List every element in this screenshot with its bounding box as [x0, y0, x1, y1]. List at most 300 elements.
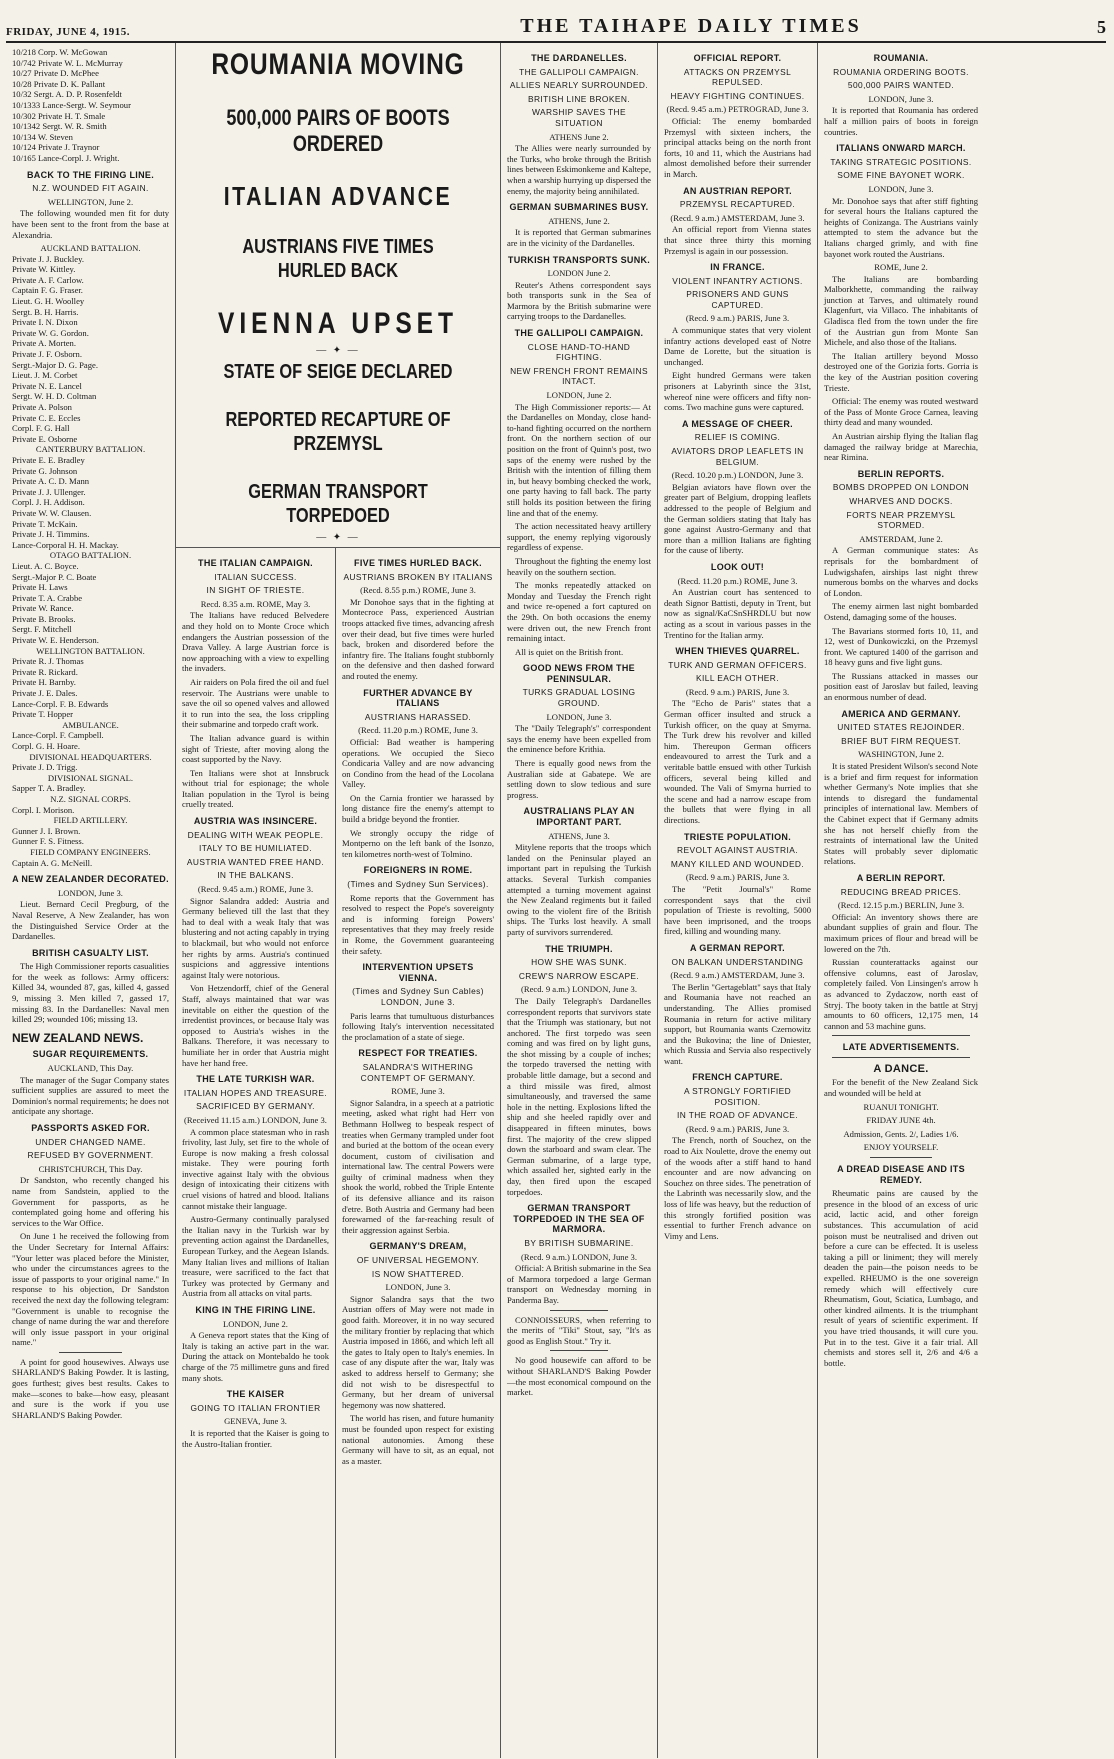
article-text: Lieut. Bernard Cecil Pregburg, of the Naval Reserve, A New Zealander, has won the Distinguished Service Order at the Dardanelles.	[12, 899, 169, 942]
article-text: The action necessitated heavy artillery support, the enemy replying vigorously regardless of expense.	[507, 521, 651, 553]
roll-entry: FIELD ARTILLERY.	[53, 815, 128, 826]
article-subheading: REFUSED BY GOVERNMENT.	[27, 1150, 154, 1161]
article-heading: KING IN THE FIRING LINE.	[195, 1305, 316, 1315]
article-text: Official: A British submarine in the Sea of Marmora torpedoed a large German transport on Wednesday morning in Panderma Bay.	[507, 1263, 651, 1305]
article-subheading: OF UNIVERSAL HEGEMONY.	[356, 1255, 480, 1266]
roll-entry: 10/218 Corp. W. McGowan	[12, 47, 108, 57]
article-text: The High Commissioner reports:— At the Dardanelles on Monday, close hand-to-hand fighting occurred on the northern front. On the northern section of our position on the front of Quinn's post, two saps of the enemy were rushed by the British with the intention of filling them in, but heavy bombing checked the work, one party having to fall back. The party still holds its position between the firing line and that of the enemy.	[507, 401, 651, 518]
roll-entry: Private W. G. Gordon.	[12, 327, 89, 338]
roll-entry: AUCKLAND BATTALION.	[40, 243, 141, 254]
roll-entry: Private W. Kittley.	[12, 264, 76, 275]
dateline: LONDON, June 2.	[546, 390, 612, 401]
article-text: The Daily Telegraph's Dardanelles correspondent reports that survivors state that the Triumph was stationary, but not anchored. The first torpedo was seen coming and was fired on by light guns, the shot missing by a couple of inches; the torpedo traversed the netting with probable little damage, but a second and a third missile was fired, almost simultaneously, and traversed the same hole in the netting. Explosions lifted the ship and she heeled rapidly over and disappeared in fifteen minutes, bows first. The majority of the crew slipped down the starboard and swam clear. The German submarine, of a large type, which assailed her, sighted early in the day, then fired upon the escaped torpedoes.	[507, 995, 651, 1197]
roll-entry: Private R. J. Thomas	[12, 656, 84, 667]
article-subheading: TURK AND GERMAN OFFICERS.	[668, 659, 807, 670]
article-subheading: HOW SHE WAS SUNK.	[531, 957, 627, 968]
headline: STATE OF SEIGE DECLARED	[223, 361, 453, 383]
roll-entry: 10/124 Private J. Traynor	[12, 142, 100, 153]
roll-entry: Private H. Barnby.	[12, 677, 76, 688]
roll-entry: Sergt.-Major P. C. Boate	[12, 571, 97, 582]
roll-entry: 10/32 Sergt. A. D. P. Rosenfeldt	[12, 89, 122, 100]
column-5	[658, 43, 818, 1758]
article-text: The Italian artillery beyond Mosso destroyed one of the Gorizia forts. Gorria is the key of the Austrian position covering Trieste.	[824, 350, 978, 393]
roll-entry: Private I. N. Dixon	[12, 317, 78, 328]
article-heading: A GERMAN REPORT.	[690, 942, 785, 953]
dateline: AMSTERDAM, June 2.	[859, 533, 943, 544]
roll-entry: Private J. H. Timmins.	[12, 529, 90, 540]
article-text: Paris learns that tumultuous disturbances following Italy's intervention necessitated the proclamation of a state of siege.	[342, 1010, 494, 1042]
column-2	[176, 547, 336, 1758]
article-heading: GOOD NEWS FROM THE PENINSULAR.	[523, 663, 635, 684]
article-text: The "Petit Journal's" Rome correspondent says that the civil population of Trieste is revolting, 5000 have been imprisoned, and the troops fired, killing and wounding many.	[664, 883, 811, 937]
roll-entry: Private J. E. Dales.	[12, 688, 78, 699]
roll-entry: Private A. C. D. Mann	[12, 476, 90, 487]
article-heading: TURKISH TRANSPORTS SUNK.	[507, 254, 651, 265]
article-subheading: FORTS NEAR PRZEMYSL STORMED.	[846, 509, 956, 531]
roll-entry: Private J. J. Ullenger.	[12, 486, 86, 497]
article-subheading: AVIATORS DROP LEAFLETS IN BELGIUM.	[671, 446, 804, 467]
roll-entry: WELLINGTON BATTALION.	[36, 645, 145, 656]
article-text: An Austrian airship flying the Italian flag damaged the railway bridge at Marechia, near Rimina.	[824, 431, 978, 463]
article-heading: THE GALLIPOLI CAMPAIGN.	[514, 328, 644, 339]
article-subheading: RELIEF IS COMING.	[694, 432, 781, 443]
article-subheading: PRZEMYSL RECAPTURED.	[679, 199, 796, 210]
roll-entry: Lieut. G. H. Woolley	[12, 296, 85, 307]
dateline: (Recd. 9 a.m.) PARIS, June 3.	[685, 313, 790, 324]
column-1	[6, 43, 176, 1758]
article-text: Reuter's Athens correspondent says both transports sunk in the Sea of Marmora by the British submarine were carrying troops to the Dardanelles.	[507, 279, 651, 322]
roll-entry: Captain A. G. McNeill.	[12, 857, 93, 868]
dateline: (Recd. 12.15 p.m.) BERLIN, June 3.	[837, 900, 965, 911]
roll-entry: Private N. E. Lancel	[12, 380, 82, 391]
roll-entry: DIVISIONAL SIGNAL.	[47, 772, 134, 783]
article-text: Official: The enemy was routed westward of the Pass of Monte Groce Carnea, leaving thirty dead and many wounded.	[824, 396, 978, 428]
article-text: On June 1 he received the following from the Under Secretary for Internal Affairs: "Your letter was placed before the Minister, who under the circumstances agrees to the issue of passports to your original name." In response to his objection, Dr Sandston received the next day the following telegram: "Government is unable to recognise the change of name during the war and therefore will only issue passport in your original name."	[12, 1231, 169, 1348]
article-subheading: N.Z. WOUNDED FIT AGAIN.	[32, 183, 149, 194]
article-subheading: GOING TO ITALIAN FRONTIER	[190, 1402, 321, 1413]
advertisement-text: CONNOISSEURS, when referring to the merits of "Tiki" Stout, say, "It's as good as English Stout." Try it.	[507, 1314, 651, 1346]
article-heading: THE KAISER	[226, 1389, 285, 1400]
article-heading: FURTHER ADVANCE BY ITALIANS	[363, 687, 473, 709]
article-subheading: UNDER CHANGED NAME.	[35, 1136, 146, 1147]
dateline: (Recd. 9 a.m.) PARIS, June 3.	[685, 872, 790, 883]
article-subheading: THE GALLIPOLI CAMPAIGN.	[519, 66, 639, 77]
article-text: An official report from Vienna states that since three thirty this morning Przemysl is again in our possession.	[664, 224, 811, 256]
article-subheading: ROUMANIA ORDERING BOOTS.	[833, 66, 969, 77]
article-subheading: TURKS GRADUAL LOSING GROUND.	[522, 687, 636, 709]
article-heading: THE TRIUMPH.	[545, 943, 613, 954]
article-heading: A NEW ZEALANDER DECORATED.	[12, 874, 169, 885]
article-text: The Russians attacked in masses our position east of Jaroslav but failed, leaving an enormous number of dead.	[824, 670, 978, 703]
article-heading: FOREIGNERS IN ROME.	[363, 865, 473, 876]
issue-date: FRIDAY, JUNE 4, 1915.	[6, 26, 130, 38]
roll-entry: Gunner J. I. Brown.	[12, 825, 81, 836]
article-heading: WHEN THIEVES QUARREL.	[675, 646, 800, 657]
article-heading: INTERVENTION UPSETS VIENNA.	[362, 962, 474, 983]
roll-entry: Private E. E. Bradley	[12, 454, 85, 465]
advertisement-text: For the benefit of the New Zealand Sick and wounded will be held at	[824, 1077, 978, 1099]
roll-entry: Private J. F. Osborn.	[12, 349, 82, 360]
roll-entry: Private R. Rickard.	[12, 666, 78, 677]
article-text: The "Echo de Paris" states that a German officer insulted and struck a Turkish officer, on the quay at Smyrna. The Turk drew his revolver and killed him. Thereupon German officers endeavoured to arrest the Turk and a veritable battle ensued with other Turkish officers, several being killed and wounded. The Vali of Smyrna hurried to the scene and had a narrow escape from the bullets that were flying in all directions.	[664, 698, 811, 825]
headline: REPORTED RECAPTURE OF PRZEMYSL	[225, 409, 451, 455]
article-subheading: SACRIFICED BY GERMANY.	[196, 1101, 315, 1112]
dateline: ATHENS June 2.	[549, 131, 609, 142]
article-subheading: DEALING WITH WEAK PEOPLE.	[187, 829, 324, 840]
dateline: (Recd. 9 a.m.) AMSTERDAM, June 3.	[670, 970, 805, 981]
roll-entry: 10/742 Private W. L. McMurray	[12, 57, 123, 68]
roll-entry: Private J. J. Buckley.	[12, 253, 85, 264]
article-heading: THE DARDANELLES.	[531, 53, 627, 63]
roll-entry: 10/302 Private H. T. Smale	[12, 110, 106, 121]
article-text: Eight hundred Germans were taken prisoners at Labyrinth since the 31st, whereof nine were officers and fifty non-coms. Two machine guns were captured.	[664, 370, 811, 413]
article-subheading: WHARVES AND DOCKS.	[849, 495, 953, 506]
article-subheading: AUSTRIANS BROKEN BY ITALIANS	[343, 571, 493, 582]
article-subheading: A STRONGLY FORTIFIED POSITION.	[683, 1086, 792, 1107]
page-number: 5	[1097, 17, 1106, 37]
article-heading: A MESSAGE OF CHEER.	[682, 418, 793, 429]
dateline: (Recd. 9.45 a.m.) ROME, June 3.	[197, 884, 314, 895]
roll-entry: 10/165 Lance-Corpl. J. Wright.	[12, 152, 120, 163]
roll-entry: Corpl. I. Morison.	[12, 804, 75, 815]
column-6	[818, 43, 984, 1758]
roll-entry: Private T. A. Crabbe	[12, 592, 83, 603]
article-heading: IN FRANCE.	[710, 262, 765, 273]
dateline: WASHINGTON, June 2.	[858, 749, 944, 760]
dateline: ROME, June 3.	[391, 1086, 445, 1097]
article-text: Air raiders on Pola fired the oil and fuel reservoir. The Austrians were unable to save the oil so opened valves and allowed it to run into the sea, the loss crippling their submarine and torpedo craft work.	[182, 676, 329, 730]
roll-entry: Lieut. J. M. Corbet	[12, 370, 78, 381]
headline: ITALIAN ADVANCE	[223, 181, 453, 211]
article-heading: BACK TO THE FIRING LINE.	[26, 169, 155, 180]
article-subheading: IN THE ROAD OF ADVANCE.	[676, 1110, 799, 1121]
newspaper-title: THE TAIHAPE DAILY TIMES	[520, 15, 862, 37]
roll-entry: Private H. Laws	[12, 582, 68, 593]
article-text: Official: An inventory shows there are abundant supplies of grain and flour. The maximum prices of flour and bread will be lowered on the 7th.	[824, 911, 978, 954]
advertisement-heading: A DREAD DISEASE AND ITS REMEDY.	[837, 1164, 965, 1185]
headline-block	[176, 43, 500, 1758]
dateline: WELLINGTON, June 2.	[47, 196, 134, 207]
article-text: An Austrian court has sentenced to death Signor Battisti, deputy in Trent, but now as signal/KaCSnSHRDLU but now acting as a scout in various passes in the Trentino for the Italian army.	[664, 587, 811, 640]
article-text: Rome reports that the Government has resolved to respect the Pope's sovereignty and is informing foreign Powers' representatives that they may freely reside in Rome, the Government guaranteeing their safety.	[342, 892, 494, 956]
columns	[6, 43, 1106, 1758]
article-subheading: SALANDRA'S WITHERING CONTEMPT OF GERMANY.	[360, 1061, 476, 1083]
roll-entry: 10/134 W. Steven	[12, 131, 73, 142]
article-subheading: IN SIGHT OF TRIESTE.	[206, 585, 305, 596]
dateline: AUCKLAND, This Day.	[47, 1063, 134, 1074]
article-text: The Italians have reduced Belvedere and they hold on to Monte Croce which endangers the Austrian possession of the Drava Valley. A large Austrian force is now approaching with a view to expelling the invaders.	[182, 610, 329, 674]
wounded-roll	[12, 243, 169, 868]
article-text: The world has risen, and future humanity must be founded upon respect for existing national autonomies. Among these Germany will have to sit, as an equal, not as a master.	[342, 1413, 494, 1466]
dateline: LONDON, June 3.	[868, 183, 934, 194]
article-text: The Allies were nearly surrounded by the Turks, who broke through the British lines between Eskimonkeme and Kaltepe, when a warship hurrying up dispersed the enemy, the majority being annihilated.	[507, 143, 651, 196]
dateline: ROME, June 2.	[874, 262, 928, 273]
dateline: (Received 11.15 a.m.) LONDON, June 3.	[184, 1114, 327, 1125]
divider	[550, 1310, 608, 1311]
dateline: LONDON, June 3.	[58, 887, 123, 898]
article-subheading: BRIEF BUT FIRM REQUEST.	[841, 735, 961, 746]
roll-entry: Sergt. W. H. D. Coltman	[12, 391, 97, 402]
article-heading: A BERLIN REPORT.	[856, 872, 946, 883]
section-heading: LATE ADVERTISEMENTS.	[842, 1042, 960, 1053]
roll-entry: OTAGO BATTALION.	[49, 550, 132, 561]
article-subheading: ATTACKS ON PRZEMYSL REPULSED.	[683, 66, 792, 88]
headline: ROUMANIA MOVING	[211, 48, 465, 81]
article-heading: AMERICA AND GERMANY.	[841, 708, 961, 719]
advertisement-heading: A DANCE.	[873, 1062, 929, 1075]
article-text: The High Commissioner reports casualities for the week as follows: Army officers: Killed 34, wounded 87, gas, killed 4, gassed 9, missing 3. Men killed 7, gassed 17, missing 83. In the Dardanelles: Naval men killed 29; wounded 106; missing 13.	[12, 961, 169, 1025]
article-subheading: KILL EACH OTHER.	[696, 673, 779, 684]
article-heading: OFFICIAL REPORT.	[693, 53, 782, 63]
article-subheading: REDUCING BREAD PRICES.	[840, 886, 962, 897]
article-text: Official: Bad weather is hampering operations. We occupied the Sieco Condicaria Valley and are now advancing on Condino from the head of the Locolana Valley.	[342, 736, 494, 790]
roll-entry: Corpl. J. H. Addison.	[12, 497, 85, 508]
roll-entry: Captain F. G. Fraser.	[12, 285, 83, 296]
roll-entry: Lieut. A. C. Boyce.	[12, 560, 79, 571]
article-heading: FIVE TIMES HURLED BACK.	[354, 558, 482, 568]
roll-entry: CANTERBURY BATTALION.	[35, 444, 146, 455]
article-heading: ITALIANS ONWARD MARCH.	[836, 143, 966, 154]
article-text: It is stated President Wilson's second Note is a brief and firm request for information whether Germany's Note implies that she intends to disregard the fundamental principles of international law. Members of the Cabinet expect that if Germany admits she has not herself chiefly from the restraints of international law the United States will probably sever diplomatic relations.	[824, 761, 978, 867]
article-subheading: CLOSE HAND-TO-HAND FIGHTING.	[527, 341, 631, 363]
article-subheading: ON BALKAN UNDERSTANDING	[671, 956, 804, 967]
dateline: (Recd. 9 a.m.) PARIS, June 3.	[685, 686, 790, 697]
advertisement-text: RUANUI TONIGHT.	[863, 1101, 939, 1112]
roll-entry: Sapper T. A. Bradley.	[12, 783, 86, 794]
roll-top	[12, 47, 169, 164]
article-text: The Bavarians stormed forts 10, 11, and 12, west of Dunkowiczki, on the Przemysl front. We captured 1400 of the garrison and 18 heavy guns and five light guns.	[824, 625, 978, 668]
article-heading: AUSTRALIANS PLAY AN IMPORTANT PART.	[523, 806, 635, 827]
article-heading: THE LATE TURKISH WAR.	[196, 1074, 315, 1085]
masthead	[6, 4, 1106, 43]
roll-entry: Private E. Osborne	[12, 433, 78, 444]
roll-entry: 10/28 Private D. K. Pallant	[12, 78, 106, 89]
article-text: Official: The enemy bombarded Przemysl with sixteen inchers, the principal attacks being on the north front forts, 10 and 11, which the Austrians had almost demolished before their surrender in March.	[664, 115, 811, 179]
article-text: The following wounded men fit for duty have been sent to the front from the base at Alexandria.	[12, 208, 169, 240]
article-text: Mr Donohoe says that in the fighting at Montecroce Pass, experienced Austrian troops attacked five times, advancing afresh over their dead, but five times were hurled back, broken and disordered before the infantry fire. The Italians fought stubbornly on the defensive and then dashed forward and routed the enemy.	[342, 596, 494, 681]
article-heading: GERMAN TRANSPORT TORPEDOED IN THE SEA OF MARMORA.	[513, 1203, 645, 1235]
article-text: Russian counterattacks against our offensive columns, east of Jaroslav, completely failed. Von Linsingen's arrow h as advanced to Zydaczow, north east of Stryj. The booty taken in the battle at Stryj amounts to 60 officers, 12,175 men, 14 cannon and 53 machine guns.	[824, 957, 978, 1031]
article-subheading: ALLIES NEARLY SURROUNDED.	[509, 80, 649, 91]
dateline: (Recd. 9 a.m.) AMSTERDAM, June 3.	[670, 212, 805, 223]
article-subheading: WARSHIP SAVES THE SITUATION	[532, 107, 626, 128]
article-heading: FRENCH CAPTURE.	[692, 1072, 783, 1083]
divider	[870, 1157, 932, 1158]
article-heading: THE ITALIAN CAMPAIGN.	[198, 558, 313, 568]
article-text: The Italian advance guard is within sight of Trieste, after moving along the coast supported by the Navy.	[182, 732, 329, 765]
dateline: LONDON June 2.	[547, 268, 611, 279]
article-text: A Geneva report states that the King of Italy is taking an active part in the war. During the attack on Montebaldo he took charge of the 75 millimetre guns and fired many shots.	[182, 1330, 329, 1383]
article-subheading: BRITISH LINE BROKEN.	[527, 93, 630, 104]
article-text: On the Carnia frontier we harassed by long distance fire the enemy's attempt to build a bridge beyond the frontier.	[342, 792, 494, 825]
roll-entry: Lance-Corporal H. H. Mackay.	[12, 539, 119, 550]
article-subheading: HEAVY FIGHTING CONTINUES.	[670, 90, 805, 101]
dateline: GENEVA, June 3.	[224, 1416, 287, 1427]
dateline: (Recd. 9 a.m.) LONDON, June 3.	[521, 1251, 637, 1262]
dateline: (Recd. 9.45 a.m.) PETROGRAD, June 3.	[666, 104, 809, 115]
divider	[832, 1057, 971, 1058]
article-heading: GERMAN SUBMARINES BUSY.	[509, 202, 649, 213]
roll-entry: Sergt. F. Mitchell	[12, 624, 72, 635]
dateline: (Recd. 9 a.m.) PARIS, June 3.	[685, 1123, 790, 1134]
article-text: Von Hetzendorff, chief of the General Staff, always maintained that war was inevitable on either the question of the irredentist provinces, or because Italy was opposed to Austria's wishes in the Balkans. Therefore, it was necessary to humiliate her in order that Austria might have her hand free.	[182, 983, 329, 1068]
article-text: A common place statesman who in rash frivolity, last July, set fire to the whole of Europe is now making a fresh colossal mistake. They were pouring forth invective against Italy with the obvious design of intoxicating their citizens with cruel visions of hatred and blood. Italians cannot mistake their language.	[182, 1126, 329, 1211]
article-text: The "Daily Telegraph's" correspondent says the enemy have been expelled from the eminence before Krithia.	[507, 723, 651, 755]
article-text: A communique states that very violent infantry actions developed east of Notre Dame de Lorette, but the situation is unchanged.	[664, 325, 811, 367]
article-text: All is quiet on the British front.	[515, 646, 624, 657]
lower-columns	[176, 547, 500, 1758]
article-text: The enemy airmen last night bombarded Ostend, damaging some of the houses.	[824, 601, 978, 622]
article-text: Signor Salandra says that the two Austrian offers of May were not made in good faith. Moreover, it in no way secured the military frontier by replacing that which Austria imposed in 1866, and which left all the gates to Italy open to Italy's enemies. In case of any dispute after the war, Italy was asked to address herself to Germany; she did not wish to be disrespectful to Germany, but her dream of universal hegemony was now shattered.	[342, 1293, 494, 1410]
advertisement-text: ENJOY YOURSELF.	[863, 1142, 939, 1153]
article-text: Mr. Donohoe says that after stiff fighting for several hours the Italians captured the heights of Conizanga. The Austrians vainly attempted to stem the advance but the Italians charged grimly, and with fine bayonet work routed the Austrians.	[824, 195, 978, 259]
article-subheading: SOME FINE BAYONET WORK.	[837, 170, 965, 181]
article-subheading: VIOLENT INFANTRY ACTIONS.	[672, 275, 803, 286]
article-subheading: 500,000 PAIRS WANTED.	[847, 80, 955, 91]
article-heading: GERMANY'S DREAM,	[369, 1241, 467, 1252]
roll-entry: Private A. Polson	[12, 402, 72, 412]
roll-entry: Sergt.-Major D. G. Page.	[12, 359, 99, 370]
article-text: Belgian aviators have flown over the greater part of Belgium, dropping leaflets addressed to the people of Belgium and the German soldiers stating that Italy has gone against Austro-Germany and that more than a million Italians are fighting for the cause of liberty.	[664, 481, 811, 556]
article-heading: TRIESTE POPULATION.	[683, 831, 792, 842]
headline: VIENNA UPSET	[218, 307, 458, 340]
divider	[832, 1035, 971, 1036]
roll-entry: AMBULANCE.	[62, 719, 119, 730]
roll-entry: Private B. Brooks.	[12, 613, 76, 624]
divider	[550, 1350, 608, 1351]
article-text: The monks repeatedly attacked on Monday and Tuesday the French right and twice re-opened a fort captured on the 29th. On both occasions the enemy were driven out, the new French front remaining intact.	[507, 580, 651, 644]
article-heading: AUSTRIA WAS INSINCERE.	[193, 816, 318, 827]
roll-entry: Private W. Rance.	[12, 603, 74, 614]
article-subheading: NEW FRENCH FRONT REMAINS INTACT.	[510, 365, 648, 387]
dateline: (Recd. 10.20 p.m.) LONDON, June 3.	[671, 470, 804, 481]
article-heading: RESPECT FOR TREATIES.	[358, 1048, 478, 1059]
roll-entry: Corpl. F. G. Hall	[12, 423, 70, 434]
article-subheading: IS NOW SHATTERED.	[371, 1268, 465, 1279]
headline: AUSTRIANS FIVE TIMES HURLED BACK	[242, 236, 434, 282]
article-text: It is reported that the Kaiser is going to the Austro-Italian frontier.	[182, 1427, 329, 1449]
dateline: (Recd. 9 a.m.) LONDON, June 3.	[521, 984, 637, 995]
article-text: The manager of the Sugar Company states sufficient supplies are assured to meet the Dominion's normal requirements; he does not anticipate any shortage.	[12, 1074, 169, 1117]
dateline: LONDON, June 3.	[868, 93, 934, 104]
article-text: The French, north of Souchez, on the road to Aix Noulette, drove the enemy out of the woods after a stiff hand to hand encounter and are now advancing on Souchez on three sides. The penetration of the Labrinth was necessarily slow, and the loss of life was heavy, but the reduction of this strongly fortified position was essential to further French advance on Vimy and Lens.	[664, 1135, 811, 1241]
roll-entry: FIELD COMPANY ENGINEERS.	[30, 846, 151, 857]
article-heading: BRITISH CASUALTY LIST.	[32, 947, 149, 958]
dateline: ATHENS, June 3.	[548, 830, 610, 841]
article-subheading: BY BRITISH SUBMARINE.	[524, 1237, 634, 1248]
article-subheading: (Times and Sydney Sun Services).	[347, 879, 489, 890]
article-subheading: TAKING STRATEGIC POSITIONS.	[830, 156, 972, 167]
article-heading: LOOK OUT!	[710, 561, 765, 572]
roll-entry: N.Z. SIGNAL CORPS.	[50, 793, 131, 804]
article-text: A German communique states: As reprisals for the bombardment of Ludwigshafen, airships last night threw numerous bombs on the wharves and docks of London.	[824, 545, 978, 598]
roll-entry: 10/27 Private D. McPhee	[12, 68, 99, 79]
advertisement-text: Admission, Gents. 2/, Ladies 1/6.	[843, 1128, 959, 1139]
article-subheading: (Times and Sydney Sun Cables) LONDON, June 3.	[352, 986, 484, 1007]
roll-entry: Sergt. B. H. Harris.	[12, 306, 79, 317]
article-text: The Italians are bombarding Malborkhette, commanding the railway junction at Tarves, and ultimately round Klagenfurt, via Villaco. The inhabitants of Gladisca fled from the town under the fire of the Austrian gun from Monte San Michele, and also those of the Italians.	[824, 273, 978, 348]
article-heading: PASSPORTS ASKED FOR.	[31, 1123, 150, 1133]
roll-entry: 10/1333 Lance-Sergt. W. Seymour	[12, 99, 131, 110]
roll-entry: Private T. Hopper	[12, 709, 74, 720]
article-subheading: REVOLT AGAINST AUSTRIA.	[677, 845, 798, 856]
roll-entry: DIVISIONAL HEADQUARTERS.	[29, 751, 152, 762]
banner-headlines	[176, 43, 500, 547]
article-subheading: PRISONERS AND GUNS CAPTURED.	[686, 289, 789, 310]
dateline: (Recd. 11.20 p.m.) ROME, June 3.	[358, 725, 478, 736]
column-4	[500, 43, 658, 1758]
article-heading: BERLIN REPORTS.	[857, 468, 945, 479]
article-subheading: BOMBS DROPPED ON LONDON	[832, 482, 970, 493]
article-heading: SUGAR REQUIREMENTS.	[32, 1049, 149, 1060]
dateline: Recd. 8.35 a.m. ROME, May 3.	[200, 598, 311, 609]
roll-entry: Corpl. G. H. Hoare.	[12, 741, 81, 751]
dateline: LONDON, June 3.	[385, 1282, 451, 1293]
article-text: Austro-Germany continually paralysed the Italian navy in the Turkish war by preventing action against the Dardanelles, European Turkey, and the Aegean Islands. Many Italian lives and millions of Italian treasure, were sacrificed to the fact that Turkey was protected by Germany and Austria from all attacks on vital parts.	[182, 1214, 329, 1299]
headline: 500,000 PAIRS OF BOOTS ORDERED	[226, 105, 450, 156]
roll-entry: Private A. F. Carlow.	[12, 274, 84, 285]
roll-entry: Private G. Johnson	[12, 465, 78, 476]
roll-entry: Gunner F. S. Fitness.	[12, 836, 84, 847]
article-text: There is equally good news from the Australian side at Gabatepe. We are settling down to slow tedious and sure progress.	[507, 758, 651, 800]
headline: GERMAN TRANSPORT TORPEDOED	[248, 481, 428, 527]
article-heading: AN AUSTRIAN REPORT.	[683, 185, 792, 196]
article-subheading: ITALIAN HOPES AND TREASURE.	[183, 1087, 328, 1098]
advertisement-text: Rheumatic pains are caused by the presence in the blood of an excess of uric acid, lactic acid, and other foreign substances. This accumulation of acid poison must be neutralised and driven out before a cure can be effected. It is useless taking a pill or liniment; they will merely deaden the pain—the poison needs to be expelled. RHEUMO is the one sovereign remedy which will effectively cure Rheumatism, Gout, Sciatica, Lumbago, and other kindred ailments. It is the triumphant result of years of scientific experiment. If you have tried thousands, it will cure you. Put in to the test. Give it a fair trial. All chemists and stores sell it, 2/6 and 4/6 a bottle.	[824, 1188, 978, 1368]
section-heading: NEW ZEALAND NEWS.	[12, 1030, 144, 1045]
roll-entry: Private T. McKain.	[12, 518, 78, 529]
advertisement-text: No good housewife can afford to be without SHARLAND'S Baking Powder—the most economical compound on the market.	[507, 1355, 651, 1398]
article-text: Signor Salandra, in a speech at a patriotic meeting, asked what right had Herr von Bethmann Hollweg to bespeak respect of treaties when Germany trampled under foot and buried at the bottom of the ocean every document, custom of civilisation and international law. The central Powers were guilty of criminal madness when they shook the world, robbed the Triple Entente of its defensive alliance and its raison d'etre. Both Austria and Germany had been forewarned of the far-reaching result of their aggression against Serbia.	[342, 1097, 494, 1235]
roll-entry: Private W. W. Clausen.	[12, 507, 92, 518]
article-subheading: UNITED STATES REJOINDER.	[837, 722, 965, 733]
roll-entry: 10/1342 Sergt. W. R. Smith	[12, 121, 107, 132]
column-3	[336, 547, 500, 1758]
ornament: — ✦ —	[316, 532, 360, 543]
dateline: ATHENS, June 2.	[548, 215, 610, 226]
dateline: (Recd. 11.20 p.m.) ROME, June 3.	[677, 575, 798, 586]
article-subheading: AUSTRIA WANTED FREE HAND.	[186, 856, 325, 867]
article-text: It is reported that German submarines are in the vicinity of the Dardanelles.	[507, 227, 651, 248]
divider	[59, 1352, 122, 1353]
advertisement-text: A point for good housewives. Always use SHARLAND'S Baking Powder. It is lasting, goes furthest; gives best results. Cakes to make—scones to bake—how easy, pleasant and sure is the work if you use SHARLAND'S Baking Powder.	[12, 1356, 169, 1420]
article-subheading: CREW'S NARROW ESCAPE.	[518, 970, 640, 981]
roll-entry: Private J. D. Trigg.	[12, 762, 78, 773]
article-text: We strongly occupy the ridge of Montperno on the left bank of the Isonzo, ten kilometres north-west of Tolmino.	[342, 827, 494, 859]
article-subheading: MANY KILLED AND WOUNDED.	[670, 858, 805, 869]
article-text: Mitylene reports that the troops which landed on the Peninsular played an important part in repulsing the Turkish attacks. Several Turkish companies attempted a turning movement against the New Zealand regiments but it failed owing to the violent fire of the British ships. The Turks lost heavily. A small party of survivors surrendered.	[507, 842, 651, 937]
article-text: Dr Sandston, who recently changed his name from Sandstein, applied to the Government for passports, as he contemplated going home and offering his services to the War Office.	[12, 1175, 169, 1228]
roll-entry: Private C. E. Eccles	[12, 412, 81, 423]
article-subheading: AUSTRIANS HARASSED.	[364, 711, 472, 722]
roll-entry: Private W. E. Henderson.	[12, 635, 99, 646]
article-text: Signor Salandra added: Austria and Germany believed till the last that they had to deal with a weak Italy that was blustering and not acting capably in trying to blackmail, but who would not enforce her rights by arms. Austria's continued suspicions and aggressive intentions against Italy were notorious.	[182, 895, 329, 980]
article-subheading: IN THE BALKANS.	[217, 870, 294, 881]
dateline: CHRISTCHURCH, This Day.	[38, 1163, 143, 1174]
roll-entry: Lance-Corpl. F. B. Edwards	[12, 698, 109, 709]
dateline: LONDON, June 2.	[223, 1318, 288, 1329]
advertisement-text: FRIDAY JUNE 4th.	[866, 1115, 936, 1126]
roll-entry: Lance-Corpl. F. Campbell.	[12, 730, 104, 741]
ornament: — ✦ —	[316, 345, 360, 356]
article-text: It is reported that Roumania has ordered half a million pairs of boots in foreign countries.	[824, 105, 978, 137]
article-text: Throughout the fighting the enemy lost heavily on the southern section.	[507, 555, 651, 577]
article-subheading: ITALIAN SUCCESS.	[214, 571, 297, 582]
article-text: The Berlin "Gertageblatt" says that Italy and Roumania have not reached an understanding. The Allies promised Roumania in return for active military support, but Roumania wants Czernowitz and the Bukovina; the line of Dniester, which Russia and Servia also respectively want.	[664, 981, 811, 1066]
roll-entry: Private A. Morten.	[12, 338, 76, 349]
article-subheading: ITALY TO BE HUMILIATED.	[199, 843, 312, 854]
dateline: LONDON, June 3.	[546, 711, 612, 722]
